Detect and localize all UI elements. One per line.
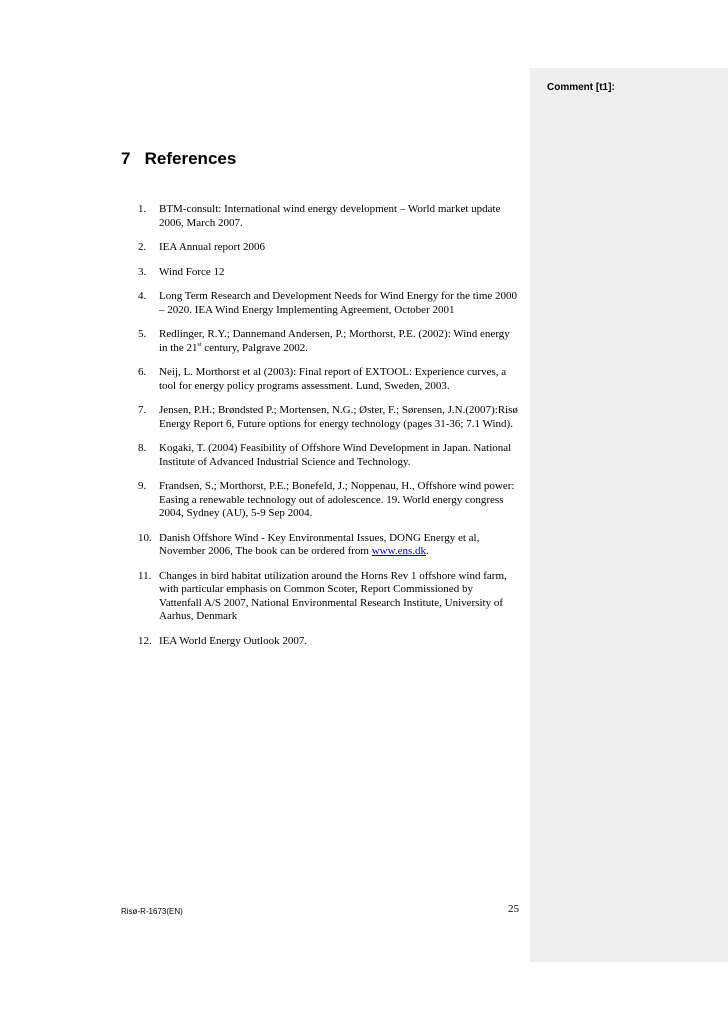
- reference-text: Danish Offshore Wind - Key Environmental Issues, DONG Energy et al, November 2006, The book can be ordered from: [159, 531, 480, 557]
- reference-text: BTM-consult: International wind energy development – World market update 2006, March 2007.: [159, 203, 501, 229]
- reference-item: [138, 635, 518, 649]
- report-id: Risø-R-1673(EN): [121, 907, 183, 916]
- reference-list: [138, 203, 518, 659]
- reference-text-cont: .: [425, 545, 429, 557]
- reference-number: 7.: [138, 404, 147, 416]
- reference-text: Wind Force 12: [159, 265, 225, 278]
- reference-text: IEA World Energy Outlook 2007.: [159, 634, 308, 647]
- superscript: st: [197, 341, 202, 348]
- ens-link[interactable]: www.ens.dk: [371, 545, 426, 557]
- reference-text: Kogaki, T. (2004) Feasibility of Offshore Wind Development in Japan. National Institute of Advanced Industrial Science and Technology.: [159, 442, 512, 468]
- reference-text: Changes in bird habitat utilization around the Horns Rev 1 offshore wind farm, with particular emphasis on Common Scoter, Report Commissioned by Vattenfall A/S 2007, National Environmental Research Institute, University of Aarhus, Denmark: [159, 569, 507, 622]
- reference-number: 1.: [138, 203, 147, 215]
- page-number: 25: [508, 903, 519, 915]
- reference-text: Long Term Research and Development Needs for Wind Energy for the time 2000 – 2020. IEA Wind Energy Implementing Agreement, October 2001: [159, 290, 518, 316]
- reference-number: 5.: [138, 328, 147, 340]
- reference-number: 8.: [138, 442, 147, 454]
- reference-text: Redlinger, R.Y.; Dannemand Andersen, P.; Morthorst, P.E. (2002): Wind energy in the 21: [159, 328, 510, 354]
- reference-number: 2.: [138, 241, 147, 253]
- section-heading: [121, 149, 236, 169]
- reference-item: [138, 203, 518, 230]
- comment-pane: [530, 68, 728, 962]
- reference-item: [138, 241, 518, 255]
- reference-number: 10.: [138, 531, 152, 544]
- reference-item: [138, 532, 518, 559]
- reference-number: 12.: [138, 634, 152, 647]
- section-number: 7: [121, 149, 131, 168]
- reference-number: 9.: [138, 480, 147, 492]
- reference-item: [138, 442, 518, 469]
- section-title: References: [144, 149, 237, 168]
- reference-number: 4.: [138, 290, 147, 302]
- reference-text: IEA Annual report 2006: [159, 241, 266, 253]
- reference-item: [138, 366, 518, 393]
- reference-text: Neij, L. Morthorst et al (2003): Final report of EXTOOL: Experience curves, a tool for energy policy programs assessment. Lund, Sweden, 2003.: [159, 366, 507, 392]
- reference-item: [138, 290, 518, 317]
- reference-number: 11.: [138, 569, 152, 582]
- reference-number: 6.: [138, 366, 147, 378]
- reference-item: [138, 480, 518, 521]
- reference-item: [138, 266, 518, 280]
- reference-text: Jensen, P.H.; Brøndsted P.; Mortensen, N.G.; Øster, F.; Sørensen, J.N.(2007):Risø Energy Report 6, Future options for energy technology (pages 31-36; 7.1 Wind).: [159, 404, 518, 430]
- reference-item: [138, 404, 518, 431]
- reference-text-cont: century, Palgrave 2002.: [201, 341, 309, 354]
- reference-text: Frandsen, S.; Morthorst, P.E.; Bonefeld, J.; Noppenau, H., Offshore wind power: Easing a renewable technology out of adolescence. 19. World energy congress 2004, Sydney (AU), 5-9 Sep 2004.: [159, 480, 515, 519]
- reference-item: [138, 328, 518, 355]
- comment-label: Comment [t1]:: [547, 82, 615, 93]
- reference-number: 3.: [138, 265, 147, 278]
- reference-item: [138, 570, 518, 624]
